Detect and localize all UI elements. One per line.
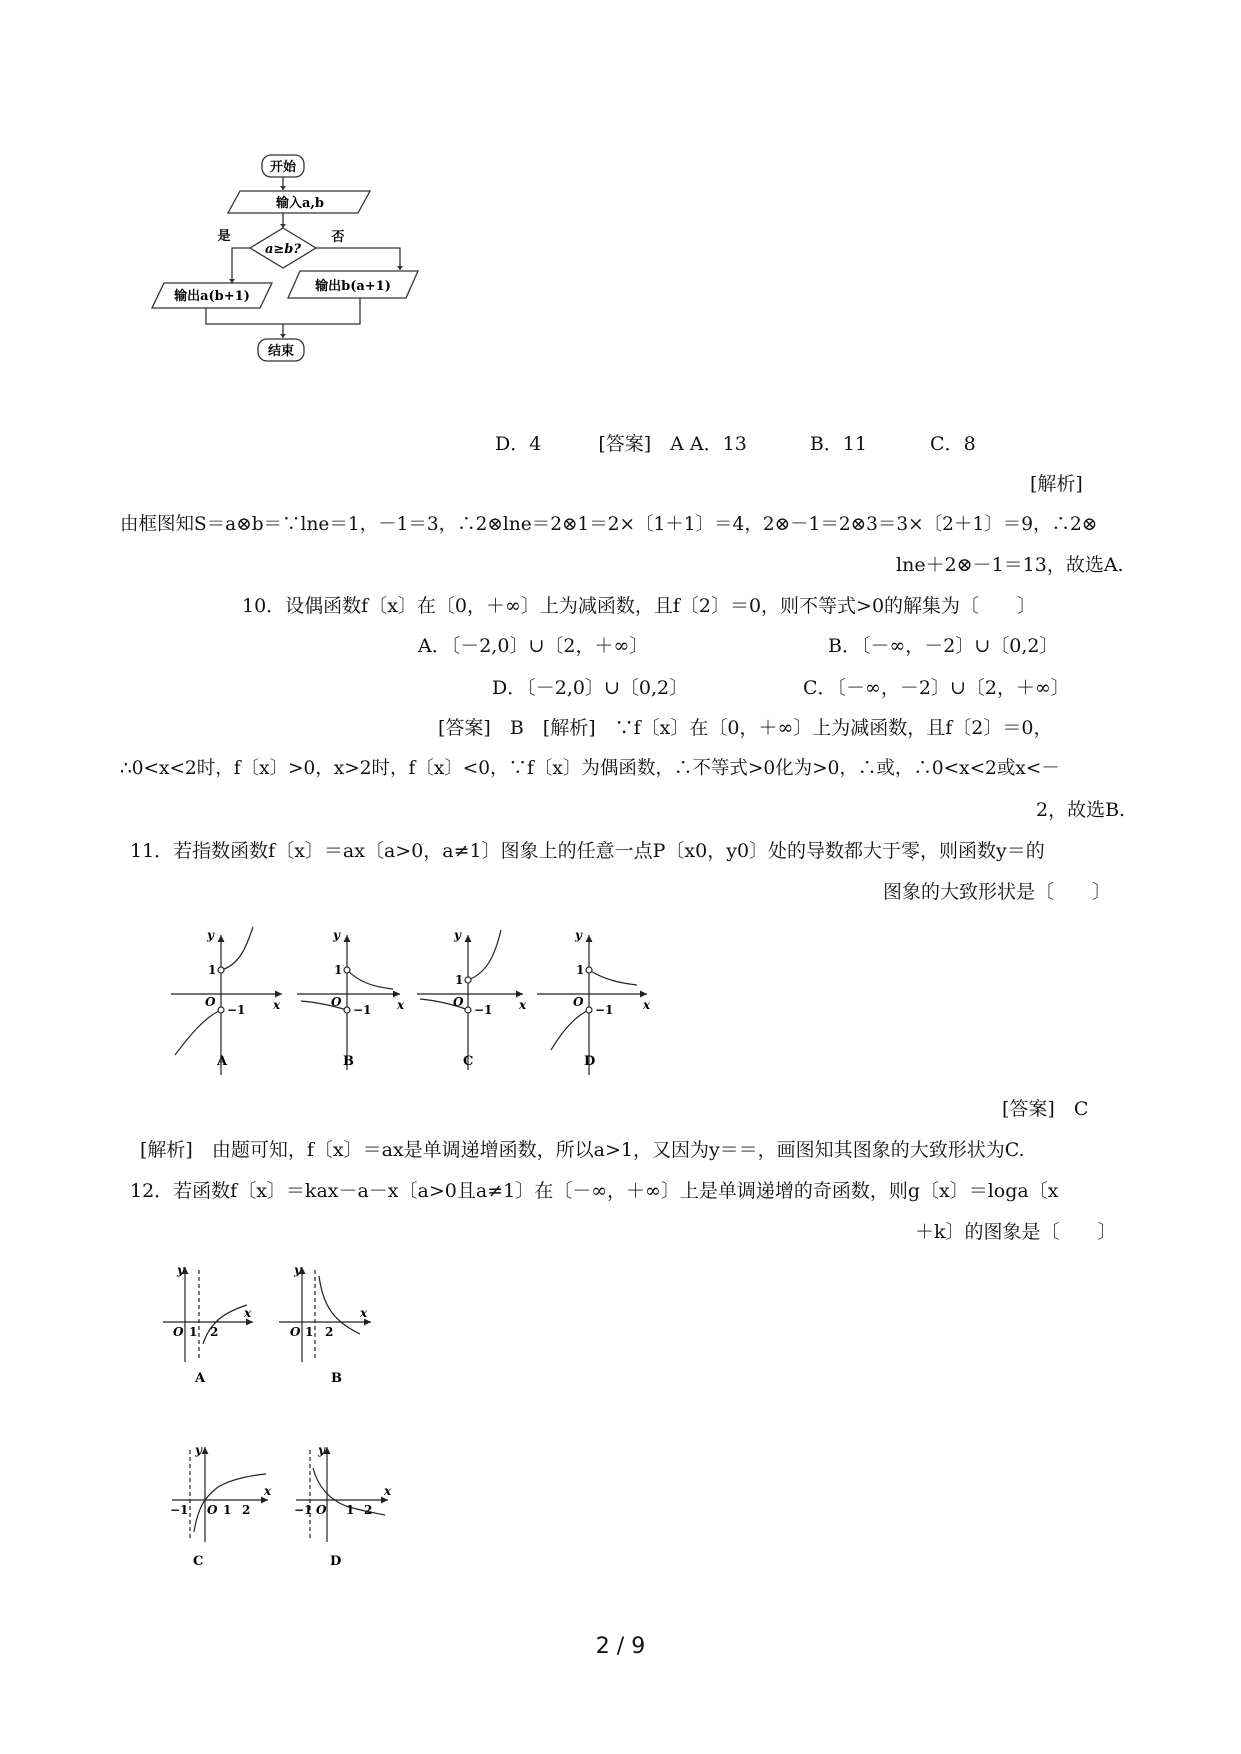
q12-d-one-label: 1 xyxy=(346,1503,355,1517)
q11-b-one-label: 1 xyxy=(334,963,343,977)
q12-graph-d xyxy=(296,1447,388,1542)
q12-b-x-label: x xyxy=(360,1306,368,1320)
q9-options-line: D．4 [答案] A A．13 B．11 C．8 xyxy=(495,433,976,455)
q11-c-x-label: x xyxy=(519,998,527,1012)
q11-caption-b: B xyxy=(343,1054,354,1069)
q11-graph-options xyxy=(165,925,665,1085)
q11-caption-a: A xyxy=(217,1054,228,1069)
q9-analysis-line1: 由框图知S＝a⊗b＝∵lne＝1，－1＝3，∴2⊗lne＝2⊗1＝2×〔1＋1〕＝4，2⊗－1＝2⊗3＝3×〔2＋1〕＝9，∴2⊗ xyxy=(120,514,1098,535)
q12-d-neg-one-label: −1 xyxy=(294,1503,313,1517)
q12-c-x-label: x xyxy=(264,1484,272,1498)
q12-graph-a xyxy=(163,1267,253,1362)
q12-graph-b xyxy=(279,1267,371,1362)
q11-stem-line1: 11．若指数函数f〔x〕＝ax〔a>0，a≠1〕图象上的任意一点P〔x0，y0〕处的导数都大于零，则函数y＝的 xyxy=(130,840,1045,862)
flowchart xyxy=(140,150,480,420)
flow-yes-label: 是 xyxy=(217,229,231,244)
q11-graph-a xyxy=(171,927,282,1075)
flow-end-label: 结束 xyxy=(267,344,295,359)
q10-option-c: C．〔－∞，－2〕∪〔2，＋∞〕 xyxy=(803,677,1070,699)
q12-graph-options-top xyxy=(155,1262,415,1392)
q12-a-one-label: 1 xyxy=(189,1325,198,1339)
flow-decision-label: a≥b? xyxy=(264,242,302,257)
q12-graph-c xyxy=(172,1447,268,1542)
q11-c-origin-label: O xyxy=(453,995,464,1009)
q12-stem-line2: ＋k〕的图象是〔 〕 xyxy=(915,1221,1117,1243)
q12-d-two-label: 2 xyxy=(364,1503,373,1517)
q11-caption-d: D xyxy=(584,1054,596,1069)
q11-b-x-label: x xyxy=(397,998,405,1012)
q11-b-origin-label: O xyxy=(331,995,342,1009)
q12-caption-d: D xyxy=(330,1554,342,1569)
q11-d-one-label: 1 xyxy=(576,963,585,977)
q12-caption-c: C xyxy=(193,1554,204,1569)
q9-analysis-line2: lne＋2⊗－1＝13，故选A. xyxy=(896,554,1124,576)
q11-d-x-label: x xyxy=(643,998,651,1012)
q12-c-neg-one-label: −1 xyxy=(170,1503,189,1517)
q11-a-x-label: x xyxy=(273,998,281,1012)
q12-a-two-label: 2 xyxy=(210,1325,219,1339)
q11-d-y-label: y xyxy=(575,928,582,942)
q12-stem-line1: 12．若函数f〔x〕＝kax－a－x〔a>0且a≠1〕在〔－∞，＋∞〕上是单调递增的奇函数，则g〔x〕＝loga〔x xyxy=(130,1180,1059,1202)
q12-c-one-label: 1 xyxy=(223,1503,232,1517)
q12-a-origin-label: O xyxy=(173,1325,184,1339)
page-number: 2 / 9 xyxy=(595,1634,646,1659)
q12-caption-b: B xyxy=(331,1371,342,1386)
q12-b-origin-label: O xyxy=(290,1325,301,1339)
q12-c-y-label: y xyxy=(195,1443,202,1457)
q12-b-y-label: y xyxy=(294,1263,301,1277)
q10-option-b: B．〔－∞，－2〕∪〔0,2〕 xyxy=(828,635,1059,657)
q11-d-origin-label: O xyxy=(573,995,584,1009)
q11-c-neg-one-label: −1 xyxy=(474,1003,493,1017)
q12-d-origin-label: O xyxy=(316,1503,327,1517)
q10-stem: 10．设偶函数f〔x〕在〔0，＋∞〕上为减函数，且f〔2〕＝0，则不等式>0的解集为〔 〕 xyxy=(242,595,1037,617)
q10-option-a: A．〔－2,0〕∪〔2，＋∞〕 xyxy=(418,635,649,657)
q11-c-y-label: y xyxy=(454,928,461,942)
q12-graph-options-bottom xyxy=(160,1442,420,1572)
q11-b-y-label: y xyxy=(333,928,340,942)
q11-a-origin-label: O xyxy=(205,995,216,1009)
q11-a-y-label: y xyxy=(207,928,214,942)
q12-d-x-label: x xyxy=(384,1484,392,1498)
q10-analysis-line3: 2，故选B. xyxy=(1036,799,1126,821)
q12-c-origin-label: O xyxy=(207,1503,218,1517)
flow-input-label: 输入a,b xyxy=(275,196,325,211)
q11-caption-c: C xyxy=(463,1054,474,1069)
q9-analysis-label: [解析] xyxy=(1030,473,1083,495)
q11-graph-c xyxy=(417,930,523,1070)
q11-answer: [答案] C xyxy=(1002,1098,1089,1120)
q12-a-y-label: y xyxy=(177,1263,184,1277)
q10-answer-line: [答案] B [解析] ∵f〔x〕在〔0，＋∞〕上为减函数，且f〔2〕＝0， xyxy=(438,717,1053,739)
q11-c-one-label: 1 xyxy=(455,973,464,987)
q12-d-y-label: y xyxy=(318,1443,325,1457)
q12-caption-a: A xyxy=(195,1371,206,1386)
flow-output-right-label: 输出b(a+1) xyxy=(315,279,391,294)
q12-a-x-label: x xyxy=(244,1306,252,1320)
q11-graph-b xyxy=(297,935,400,1070)
q11-a-one-label: 1 xyxy=(208,963,217,977)
q11-a-neg-one-label: −1 xyxy=(227,1003,246,1017)
q12-b-two-label: 2 xyxy=(325,1325,334,1339)
q11-d-neg-one-label: −1 xyxy=(595,1003,614,1017)
flow-no-label: 否 xyxy=(331,230,345,245)
q11-b-neg-one-label: −1 xyxy=(353,1003,372,1017)
q12-b-one-label: 1 xyxy=(305,1325,314,1339)
q11-analysis: [解析] 由题可知，f〔x〕＝ax是单调递增函数，所以a>1，又因为y＝＝，画图知其图象的大致形状为C. xyxy=(140,1139,1025,1161)
q10-analysis-line2: ∴0<x<2时，f〔x〕>0，x>2时，f〔x〕<0，∵f〔x〕为偶函数，∴不等式>0化为>0，∴或，∴0<x<2或x<－ xyxy=(120,758,1060,779)
flow-start-label: 开始 xyxy=(269,160,297,175)
flow-output-left-label: 输出a(b+1) xyxy=(174,289,250,304)
q10-option-d: D．〔－2,0〕∪〔0,2〕 xyxy=(492,677,689,699)
q12-c-two-label: 2 xyxy=(242,1503,251,1517)
q11-stem-line2: 图象的大致形状是〔 〕 xyxy=(883,881,1112,903)
